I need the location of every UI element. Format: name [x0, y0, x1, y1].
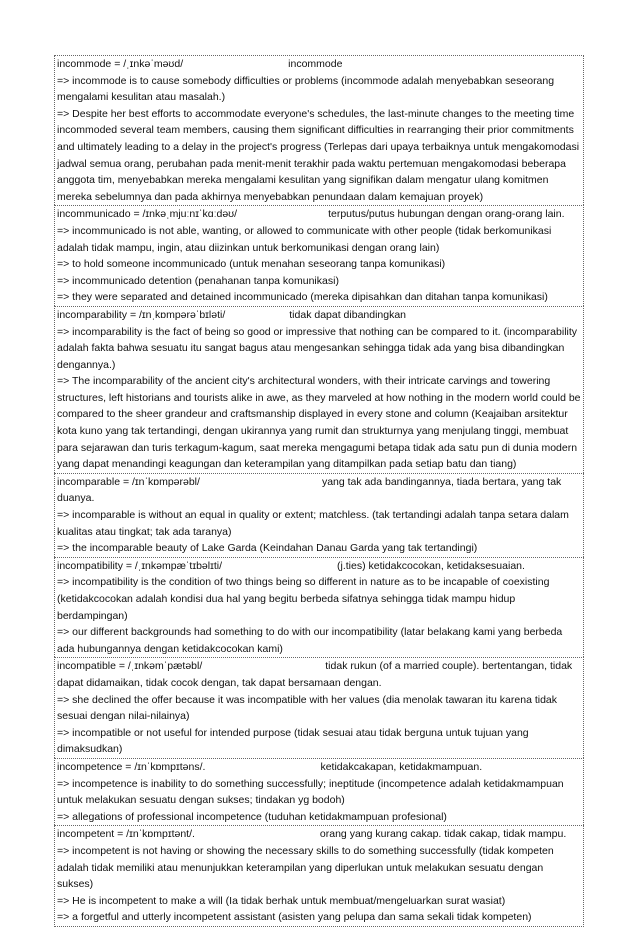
entry-sentence: => incommunicado is not able, wanting, or allowed to communicate with other people (tidak berkomunikasi adalah tidak mampu, ingin, atau diizinkan untuk berkomunikasi dengan orang lain) — [57, 224, 552, 254]
entry-term: incompatibility = /ˌɪnkəmpæˈtɪbəlɪti/ — [57, 559, 222, 572]
entry-sentence: => Despite her best efforts to accommodate everyone's schedules, the last-minute changes to the meeting time incommoded several team members, causing them significant difficulties in rearranging their prior commitments and ultimately leading to a delay in the project's progress (Terlepas dari upaya terbaiknya untuk mengakomodasi jadwal semua orang, perubahan pada menit-menit terakhir pada waktu pertemuan mengakomodasi beberapa anggota tim, menyebabkan mereka mengalami kesulitan yang signifikan dalam mengatur ulang komitmen mereka sebelumnya dan pada akhirnya menyebabkan penundaan dalam kemajuan proyek) — [57, 107, 580, 203]
entry-term: incommunicado = /ɪnkəˌmjuːnɪˈkɑːdəʊ/ — [57, 208, 238, 221]
entry-headword-line — [57, 206, 581, 223]
entry-headword-line — [57, 558, 581, 575]
dictionary-entry — [54, 657, 584, 758]
entry-sentence: => our different backgrounds had something to do with our incompatibility (latar belakang kami yang berbeda ada hubungannya dengan ketidakcocokan kami) — [57, 626, 563, 655]
entry-term: incompetent = /ɪnˈkɒmpɪtənt/. — [57, 828, 195, 841]
entry-sentence: => incomparability is the fact of being so good or impressive that nothing can be compared to it. (incomparability adalah fakta bahwa sesuatu itu sangat bagus atau mengesankan sehingga tidak ada yang bisa dibandingkan dengannya.) — [57, 325, 578, 371]
entry-sentence: => she declined the offer because it was incompatible with her values (dia menolak tawaran itu karena tidak sesuai dengan nilai-nilainya) — [57, 693, 558, 723]
entry-sentence: => He is incompetent to make a will (Ia tidak berhak untuk membuat/mengeluarkan surat wasiat) — [57, 894, 506, 907]
entry-translation: tidak rukun (of a married couple). bertentangan, tidak dapat didamaikan, tidak cocok dengan, tak dapat bersamaan dengan. — [57, 660, 573, 689]
dictionary-entry — [54, 55, 584, 205]
entry-sentence: => incompetent is not having or showing the necessary skills to do something successfully (tidak kompeten adalah tidak memiliki atau menunjukkan keterampilan yang diperlukan untuk melakukan sesuatu dengan sukses) — [57, 844, 554, 891]
entry-translation: orang yang kurang cakap. tidak cakap, tidak mampu. — [319, 828, 567, 841]
entry-sentence: => incompatible or not useful for intended purpose (tidak sesuai atau tidak berguna untuk tujuan yang dimaksudkan) — [57, 726, 529, 756]
entry-sentence: => incompatibility is the condition of two things being so different in nature as to be incapable of coexisting (ketidakcocokan adalah kondisi dua hal yang begitu berbeda sifatnya sehingga tidak mampu hidup berdampingan) — [57, 576, 550, 622]
entry-term: incomparable = /ɪnˈkɒmpərəbl/ — [57, 475, 200, 488]
entry-sentence: => incommode is to cause somebody difficulties or problems (incommode adalah menyebabkan seseorang mengalami kesulitan atau masalah.) — [57, 74, 555, 104]
entry-term: incompetence = /ɪnˈkɒmpɪtəns/. — [57, 760, 206, 773]
entry-sentence: => allegations of professional incompetence (tuduhan ketidakmampuan profesional) — [57, 810, 447, 823]
entry-sentence: => incomparable is without an equal in quality or extent; matchless. (tak tertandingi adalah tanpa setara dalam kualitas atau tingkat; tak ada taranya) — [57, 509, 569, 538]
entry-sentence: => the incomparable beauty of Lake Garda (Keindahan Danau Garda yang tak tertandingi) — [57, 542, 478, 555]
entry-translation: terputus/putus hubungan dengan orang-orang lain. — [328, 208, 565, 221]
entry-translation: yang tak ada bandingannya, tiada bertara, yang tak duanya. — [57, 475, 562, 505]
entry-term: incomparability = /ɪnˌkɒmpərəˈbɪləti/ — [57, 308, 226, 321]
entry-sentence: => a forgetful and utterly incompetent assistant (asisten yang pelupa dan sama sekali tidak kompeten) — [57, 911, 532, 924]
dictionary-entry — [54, 825, 584, 927]
entry-sentence: => incompetence is inability to do something successfully; ineptitude (incompetence adalah ketidakmampuan untuk melakukan sesuatu dengan sukses; tindakan yg bodoh) — [57, 777, 564, 807]
dictionary-page — [54, 55, 584, 927]
entry-sentence: => to hold someone incommunicado (untuk menahan seseorang tanpa komunikasi) — [57, 258, 446, 271]
dictionary-entry — [54, 306, 584, 473]
entry-term: incommode = /ˌɪnkəˈməʊd/ — [57, 58, 184, 70]
entry-translation: tidak dapat dibandingkan — [289, 308, 407, 321]
entry-headword-line — [57, 826, 581, 843]
entry-headword-line — [57, 658, 581, 691]
entry-headword-line — [57, 759, 581, 776]
entry-term: incompatible = /ˌɪnkəmˈpætəbl/ — [57, 660, 203, 673]
dictionary-entry — [54, 557, 584, 658]
dictionary-entry — [54, 205, 584, 306]
entry-headword-line — [57, 307, 581, 324]
entry-translation: ketidakcakapan, ketidakmampuan. — [320, 760, 483, 773]
entry-sentence: => they were separated and detained incommunicado (mereka dipisahkan dan ditahan tanpa komunikasi) — [57, 291, 548, 304]
dictionary-entry — [54, 758, 584, 825]
entry-headword-line — [57, 56, 581, 73]
dictionary-entry — [54, 473, 584, 557]
entry-translation: incommode — [288, 58, 343, 70]
entry-headword-line — [57, 474, 581, 507]
entry-sentence: => The incomparability of the ancient city's architectural wonders, with their intricate carvings and towering structures, left historians and tourists alike in awe, as they marveled at how nothing in the modern world could be compared to the sheer grandeur and craftsmanship displayed in every stone and column (Keajaiban arsitektur kota kuno yang tak tertandingi, dengan ukirannya yang rumit dan strukturnya yang menjulang tinggi, membuat para sejarawan dan turis terkagum-kagum, saat mereka mengagumi betapa tidak ada satu pun di dunia modern yang dapat menandingi keagungan dan keterampilan yang ditampilkan pada setiap batu dan tiang) — [57, 375, 581, 471]
entry-translation: (j.ties) ketidakcocokan, ketidaksesuaian. — [336, 559, 525, 572]
entry-sentence: => incommunicado detention (penahanan tanpa komunikasi) — [57, 274, 339, 287]
